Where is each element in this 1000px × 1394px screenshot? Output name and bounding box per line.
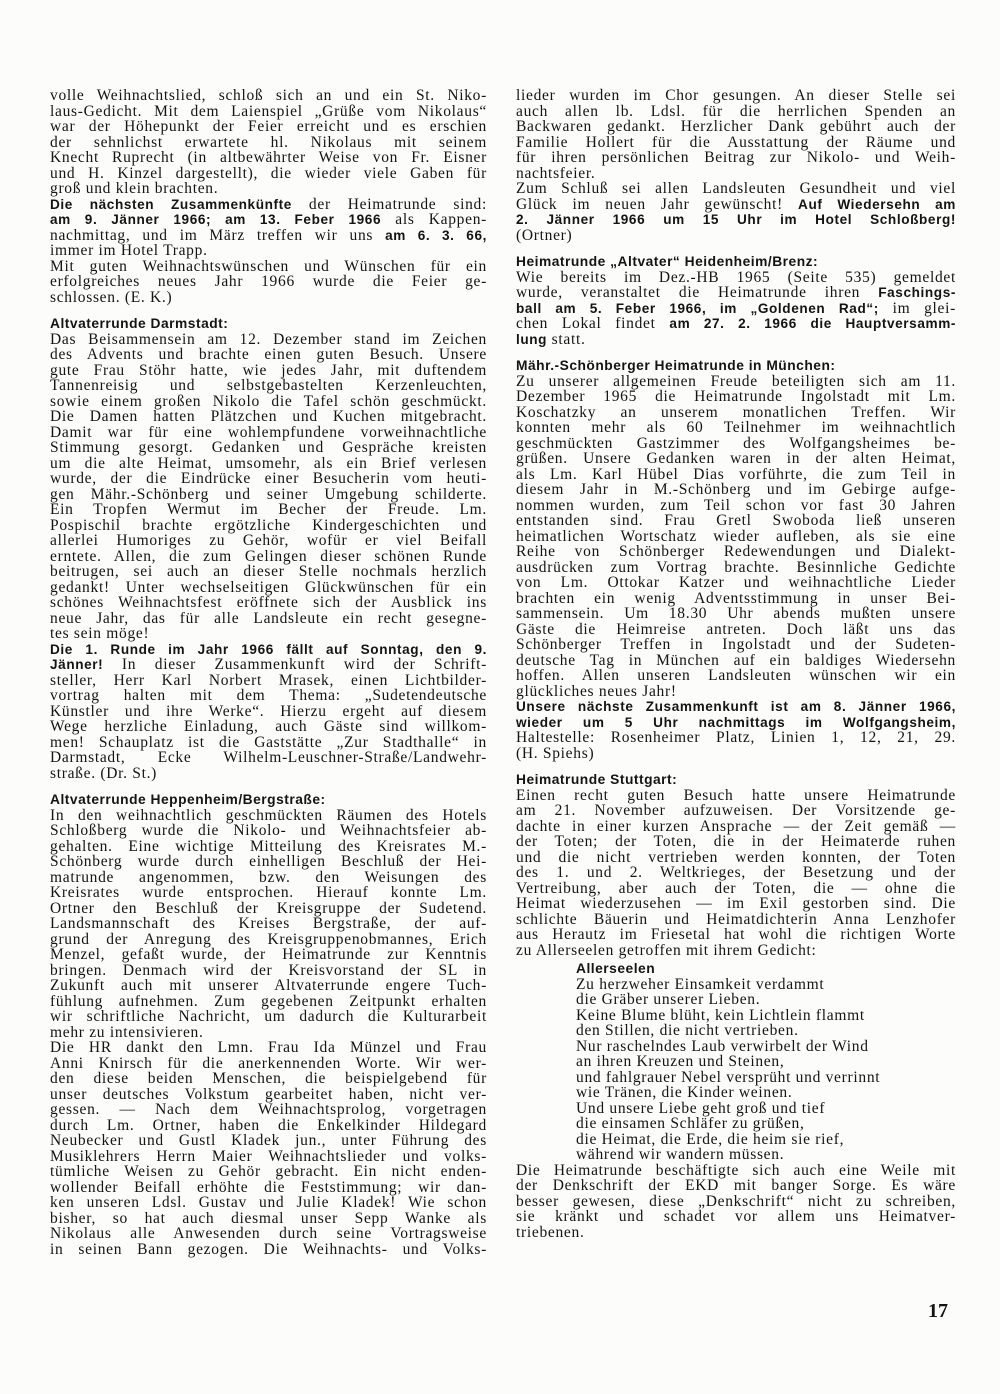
text-run: im glei- xyxy=(878,299,956,317)
text-line: der Toten; der Toten, die in der Heimaterde ruhen xyxy=(516,833,956,850)
text-line: allerlei Humoriges zu Gehör, wofür er viel Beifall xyxy=(50,532,487,549)
text-line: als Lm. Karl Hübel Dias vorführte, die zum Teil in xyxy=(516,465,956,483)
bold-text-run: am 9. Jänner 1966; am 13. Feber 1966 xyxy=(50,212,382,227)
text-line: Keine Blume blüht, kein Lichtlein flammt xyxy=(576,1006,865,1024)
text-line: entstanden sind. Frau Gretl Swoboda ließ unseren xyxy=(516,512,956,529)
text-line: brachten ein wenig Adventsstimmung in unser Bei- xyxy=(516,589,956,607)
text-line: Neubecker und Gustl Kladek jun., unter Führung des xyxy=(50,1132,487,1149)
section-spacer xyxy=(50,781,487,792)
text-line xyxy=(516,212,956,228)
text-line: Schönberg wurde durch einhelligen Beschluß der Hei- xyxy=(50,853,487,870)
text-line xyxy=(50,197,487,213)
text-line: den Stillen, die nicht vertrieben. xyxy=(576,1022,799,1039)
bold-text-run: Faschings- xyxy=(878,285,956,300)
text-line: hoffen. Allen unseren Landsleuten wünschen wir ein xyxy=(516,667,956,684)
text-line: sowie einem großen Nikolo die Tafel schön geschmückt. xyxy=(50,392,487,410)
paragraph xyxy=(50,259,487,306)
text-line: des 1. und 2. Weltkrieges, der Besetzung und der xyxy=(516,864,956,881)
section-spacer xyxy=(516,243,956,254)
bold-text-run: Jänner! xyxy=(50,657,104,672)
text-line: aus Herautz im Friesetal hat wohl die richtigen Worte xyxy=(516,926,956,943)
text-line: sammensein. Um 18.30 Uhr abends mußten unsere xyxy=(516,605,956,622)
text-line: glückliches neues Jahr! xyxy=(516,682,677,700)
text-line xyxy=(516,285,956,301)
text-line xyxy=(516,301,956,317)
text-line: Koschatzky an unserem monatlichen Treffen. Wir xyxy=(516,403,956,421)
bold-text-run: Auf Wiedersehn am xyxy=(798,196,956,212)
text-line: Ortner den Beschluß der Kreisgruppe der Sudetend. xyxy=(50,899,487,917)
text-line: Schönberger Treffen in Ingolstadt und der Sudeten- xyxy=(516,636,956,653)
text-line: gessen. — Nach dem Weihnachtsprolog, vorgetragen xyxy=(50,1101,487,1118)
text-run: als Kappen- xyxy=(381,211,488,228)
text-line xyxy=(516,715,956,731)
text-line: wollender Beifall erhöhte die Feststimmung; wir dan- xyxy=(50,1178,487,1196)
text-line: konnten mehr als 60 Teilnehmer im weihnachtlich xyxy=(516,419,956,436)
text-line: Pospischil brachte ergötzliche Kindergeschichten und xyxy=(50,516,487,534)
text-line: Reihe von Schönberger Redewendungen und Dialekt- xyxy=(516,543,956,560)
text-line: Nur raschelndes Laub verwirbelt der Wind xyxy=(576,1037,869,1055)
text-line: lieder wurden im Chor gesungen. An dieser Stelle sei xyxy=(516,87,956,104)
text-run: der Heimatrunde sind: xyxy=(291,195,488,213)
text-line: Anni Knirsch für die anerkennenden Worte. Wir wer- xyxy=(50,1054,487,1072)
text-line: bisher, so hat auch diesmal unser Sepp Wanke als xyxy=(50,1209,487,1227)
text-line: Künstler und ihre Werke“. Hierzu ergeht auf diesem xyxy=(50,702,487,720)
text-line: Wege herzliche Einladung, auch Gäste sind willkom- xyxy=(50,718,487,735)
text-line: geschmückten Gastzimmer des Wolfgangsheimes be- xyxy=(516,434,956,452)
text-line: am 21. November aufzuweisen. Der Vorsitzende ge- xyxy=(516,802,956,819)
text-run: wurde, veranstaltet die Heimatrunde ihren xyxy=(516,284,879,301)
text-line: grüßen. Unsere Gedanken waren in der alten Heimat, xyxy=(516,450,956,467)
text-line: und die nicht vertrieben werden konnten, der Toten xyxy=(516,848,956,866)
paragraph xyxy=(516,270,956,348)
text-line: schlichte Bäuerin und Heimatdichterin Anna Lenzhofer xyxy=(516,910,956,928)
text-line xyxy=(50,212,487,228)
text-line: die Heimat, die Erde, die heim sie rief, xyxy=(576,1130,845,1148)
text-line: und fahlgrauer Nebel versprüht und verrinnt xyxy=(576,1068,881,1086)
text-line: Zu unserer allgemeinen Freude beteiligten sich am 11. xyxy=(516,372,956,390)
text-line: heimatlichen Wortschatz wieder aufleben, als sie eine xyxy=(516,527,956,545)
section-heading: Mähr.-Schönberger Heimatrunde in München: xyxy=(516,358,836,373)
text-line: Backwaren gedankt. Herzlicher Dank gebührt auch der xyxy=(516,118,956,135)
text-line: schönes Weihnachtsfest eröffnete sich der Ausblick ins xyxy=(50,594,487,611)
text-line: Die Damen hatten Plätzchen und Kuchen mitgebracht. xyxy=(50,408,487,425)
page-number: 17 xyxy=(928,1300,948,1322)
text-line xyxy=(516,197,956,213)
text-line: gen Mähr.-Schönberg und seiner Umgebung schilderte. xyxy=(50,485,487,503)
bold-text-run: lung xyxy=(516,331,548,347)
section-heading: Altvaterrunde Heppenheim/Bergstraße: xyxy=(50,792,326,807)
paragraph xyxy=(50,642,487,782)
text-line: volle Weihnachtslied, schloß sich an und ein St. Niko- xyxy=(50,87,487,104)
text-line: schlossen. (E. K.) xyxy=(50,288,173,306)
text-line: in seinen Bann gezogen. Die Weihnachts- und Volks- xyxy=(50,1240,487,1258)
text-line: Damit war für eine wohlempfundene vorweihnachtliche xyxy=(50,423,487,441)
text-line: nommen wurden, zum Teil schon vor fast 30 Jahren xyxy=(516,496,956,514)
text-line: des Advents und brachte einen guten Besuch. Unsere xyxy=(50,346,487,363)
text-line: der sehnlichst erwartete hl. Nikolaus mit seinem xyxy=(50,133,487,151)
section-spacer xyxy=(516,347,956,358)
text-line: mehr zu intensivieren. xyxy=(50,1023,204,1041)
text-line: während wir wandern müssen. xyxy=(576,1146,785,1163)
text-line: unser deutsches Volkstum gearbeitet haben, nicht ver- xyxy=(50,1085,487,1103)
text-line: Heimat wiederzusehen — im Exil gestorben sind. Die xyxy=(516,895,956,912)
section-heading: Heimatrunde „Altvater“ Heidenheim/Brenz: xyxy=(516,254,819,269)
text-line xyxy=(50,642,487,658)
text-line: Mit guten Weihnachtswünschen und Wünschen für ein xyxy=(50,257,487,275)
text-line: deutsche Tag in München auf ein baldiges Wiedersehn xyxy=(516,651,956,669)
text-line xyxy=(516,332,956,348)
text-line: (Ortner) xyxy=(516,226,573,244)
paragraph xyxy=(50,1040,487,1257)
text-line: Knecht Ruprecht (in altbewährter Weise von Fr. Eisner xyxy=(50,149,487,166)
bold-text-run: Die 1. Runde im Jahr 1966 fällt auf Sonntag, den 9. xyxy=(50,641,487,657)
text-line: Kreisrates wurde entsprochen. Hierauf konnte Lm. xyxy=(50,884,487,901)
paragraph xyxy=(516,374,956,700)
text-line: Das Beisammensein am 12. Dezember stand im Zeichen xyxy=(50,330,487,348)
text-line: Einen recht guten Besuch hatte unsere Heimatrunde xyxy=(516,786,956,804)
text-line: gute Frau Stöhr hatte, wie jedes Jahr, mit duftendem xyxy=(50,361,487,379)
text-line: Familie Hollert für die Ausstattung der Räume und xyxy=(516,133,956,151)
text-line: auch allen lb. Ldsl. für die herrlichen Spenden an xyxy=(516,102,956,120)
text-line: Die HR dankt den Lmn. Frau Ida Münzel und Frau xyxy=(50,1039,487,1056)
text-line: nachtsfeier. xyxy=(516,164,596,182)
text-line: wurde, der die Eindrücke einer Besucherin vom heuti- xyxy=(50,470,487,487)
text-line: an ihren Kreuzen und Steinen, xyxy=(576,1053,785,1070)
text-run: chen Lokal findet xyxy=(516,315,670,332)
text-line: Darmstadt, Ecke Wilhelm-Leuschner-Straße/Landwehr- xyxy=(50,749,487,766)
section-heading: Altvaterrunde Darmstadt: xyxy=(50,316,229,331)
text-line xyxy=(50,657,487,673)
text-line: erfolgreiches neues Jahr 1966 wurde die Feier ge- xyxy=(50,273,487,290)
text-line: Haltestelle: Rosenheimer Platz, Linien 1, 12, 21, 29. xyxy=(516,729,956,746)
text-line: die Gräber unserer Lieben. xyxy=(576,991,761,1008)
text-line: vortrag halten mit dem Thema: „Sudetendeutsche xyxy=(50,687,487,704)
poem xyxy=(516,977,956,1163)
paragraph xyxy=(516,88,956,181)
text-line: um die alte Heimat, umsomehr, als ein Brief verlesen xyxy=(50,454,487,472)
text-line: Und unsere Liebe geht groß und tief xyxy=(576,1099,826,1117)
text-line: von Lm. Ottokar Katzer und weihnachtliche Lieder xyxy=(516,574,956,591)
text-line: durch Lm. Ortner, haben die Enkelkinder Hildegard xyxy=(50,1116,487,1134)
text-line: Vertreibung, aber auch der Toten, die — ohne die xyxy=(516,879,956,897)
text-line: für ihren persönlichen Beitrag zur Nikolo- und Weih- xyxy=(516,149,956,166)
text-line: Die Heimatrunde beschäftigte sich auch eine Weile mit xyxy=(516,1161,956,1179)
text-line: dachte in einer kurzen Ansprache — der Zeit gemäß — xyxy=(516,817,956,835)
bold-text-run: ball am 5. Feber 1966, im „Goldenen Rad“; xyxy=(516,300,879,316)
text-line: In den weihnachtlich geschmückten Räumen des Hotels xyxy=(50,806,487,824)
text-line: Landsmannschaft des Kreises Bergstraße, der auf- xyxy=(50,915,487,932)
text-line: Schloßberg wurde die Nikolo- und Weihnachtsfeier ab- xyxy=(50,822,487,839)
text-run: Glück im neuen Jahr gewünscht! xyxy=(516,195,799,213)
column-left xyxy=(50,88,487,1257)
text-line: matrunde angenommen, bzw. den Weisungen des xyxy=(50,868,487,886)
text-line: diesem Jahr in M.-Schönberg und im Gebirge aufge- xyxy=(516,481,956,498)
text-line: Wie bereits im Dez.-HB 1965 (Seite 535) gemeldet xyxy=(516,268,956,286)
section-spacer xyxy=(516,761,956,772)
text-line xyxy=(516,699,956,715)
paragraph xyxy=(50,808,487,1041)
column-right xyxy=(516,88,956,1240)
text-line xyxy=(516,316,956,332)
text-line: Zukunft auch mit unserer Altvaterrunde engere Tuch- xyxy=(50,977,487,994)
text-line: ausdrücken zum Vortrag brachte. Besinnliche Gedichte xyxy=(516,558,956,576)
text-run: statt. xyxy=(547,330,586,348)
text-line: immer im Hotel Trapp. xyxy=(50,242,208,259)
text-line: Stimmung gesorgt. Gedanken und Gespräche kreisten xyxy=(50,439,487,456)
text-line: Musiklehrers Herrn Maier Weihnachtslieder und volks- xyxy=(50,1147,487,1165)
text-line: fühlung aufnehmen. Zum gegebenen Zeitpunkt erhalten xyxy=(50,992,487,1010)
paragraph xyxy=(50,332,487,642)
bold-text-run: Die nächsten Zusammenkünfte xyxy=(50,196,292,212)
bold-text-run: wieder um 5 Uhr nachmittags im Wolfgangsheim, xyxy=(516,714,956,730)
bold-text-run: Unsere nächste Zusammenkunft ist am 8. Jänner 1966, xyxy=(516,699,956,714)
paragraph xyxy=(516,1163,956,1241)
text-run: nachmittag, und im März treffen wir uns xyxy=(50,226,386,244)
text-line: (H. Spiehs) xyxy=(516,744,595,762)
bold-text-run: 2. Jänner 1966 um 15 Uhr im Hotel Schloßberg! xyxy=(516,212,956,227)
paragraph xyxy=(50,197,487,259)
paragraph xyxy=(516,699,956,761)
text-line: die einsamen Schläfer zu grüßen, xyxy=(576,1115,805,1132)
poem-title: Allerseelen xyxy=(576,961,656,976)
text-line: zu Allerseelen getroffen mit ihrem Gedicht: xyxy=(516,941,817,959)
text-line: Zum Schluß sei allen Landsleuten Gesundheit und viel xyxy=(516,180,956,197)
text-line: erntete. Allen, die zum Gelingen dieser schönen Runde xyxy=(50,547,487,565)
text-line: gehalten. Eine wichtige Mitteilung des Kreisrates M.- xyxy=(50,837,487,855)
text-line: besser gewesen, diese „Denkschrift“ nicht zu schreiben, xyxy=(516,1192,956,1210)
bold-text-run: am 27. 2. 1966 die Hauptversamm- xyxy=(669,316,957,331)
text-line: beitrugen, sei auch an dieser Stelle nochmals herzlich xyxy=(50,563,487,580)
text-line: triebenen. xyxy=(516,1223,585,1241)
text-line: tes sein möge! xyxy=(50,625,150,642)
text-line: gedankt! Unter wechselseitigen Glückwünschen für ein xyxy=(50,578,487,596)
text-line: ken unseren Ldsl. Gustav und Julie Kladek! Wie schon xyxy=(50,1194,487,1211)
text-line: Nikolaus alle Anwesenden durch seine Vortragsweise xyxy=(50,1225,487,1242)
text-run: In dieser Zusammenkunft wird der Schrift- xyxy=(103,656,487,673)
text-line: wie Tränen, die Kinder weinen. xyxy=(576,1084,793,1101)
text-line: steller, Herr Karl Norbert Mrasek, einen Lichtbilder- xyxy=(50,671,487,689)
section-spacer xyxy=(50,305,487,316)
text-line: den diese beiden Menschen, die beispielgebend für xyxy=(50,1070,487,1087)
text-line: Dezember 1965 die Heimatrunde Ingolstadt mit Lm. xyxy=(516,388,956,405)
text-line: sie kränkt und schadet vor allem uns Heimatver- xyxy=(516,1208,956,1225)
text-line: neue Jahr, das für alle Landsleute ein recht gesegne- xyxy=(50,609,487,627)
text-line: bringen. Denmach wird der Kreisvorstand der SL in xyxy=(50,961,487,979)
text-line: Zu herzweher Einsamkeit verdammt xyxy=(576,975,825,993)
paragraph xyxy=(516,788,956,959)
text-line: laus-Gedicht. Mit dem Laienspiel „Grüße vom Nikolaus“ xyxy=(50,102,487,120)
text-line: tümliche Weisen zu Gehör gebracht. Ein nicht enden- xyxy=(50,1163,487,1180)
text-line: Menzel, gefaßt wurde, der Heimatrunde zur Kenntnis xyxy=(50,946,487,963)
paragraph xyxy=(50,88,487,197)
text-line: men! Schauplatz ist die Gaststätte „Zur Stadthalle“ in xyxy=(50,733,487,751)
text-line: und H. Kinzel dargestellt), die wieder viele Gaben für xyxy=(50,164,487,182)
text-line: groß und klein brachten. xyxy=(50,180,219,197)
bold-text-run: am 6. 3. 66, xyxy=(385,227,487,243)
text-line: wir schriftliche Nachricht, um dadurch die Kulturarbeit xyxy=(50,1008,487,1025)
paragraph xyxy=(516,181,956,243)
text-line: straße. (Dr. St.) xyxy=(50,764,158,782)
text-line: Gäste die Heimreise antreten. Doch läßt uns das xyxy=(516,620,956,638)
text-line: grund der Anregung des Kreisgruppenobmannes, Erich xyxy=(50,930,487,948)
text-line: der Denkschrift der EKD mit banger Sorge. Es wäre xyxy=(516,1177,956,1194)
text-line: Tannenreisig und selbstgebastelten Kerzenleuchten, xyxy=(50,377,487,394)
text-line: war der Höhepunkt der Feier erreicht und es erschien xyxy=(50,118,487,135)
text-line: Ein Tropfen Wermut im Becher der Freude. Lm. xyxy=(50,501,487,518)
section-heading: Heimatrunde Stuttgart: xyxy=(516,772,678,787)
text-line xyxy=(50,228,487,244)
